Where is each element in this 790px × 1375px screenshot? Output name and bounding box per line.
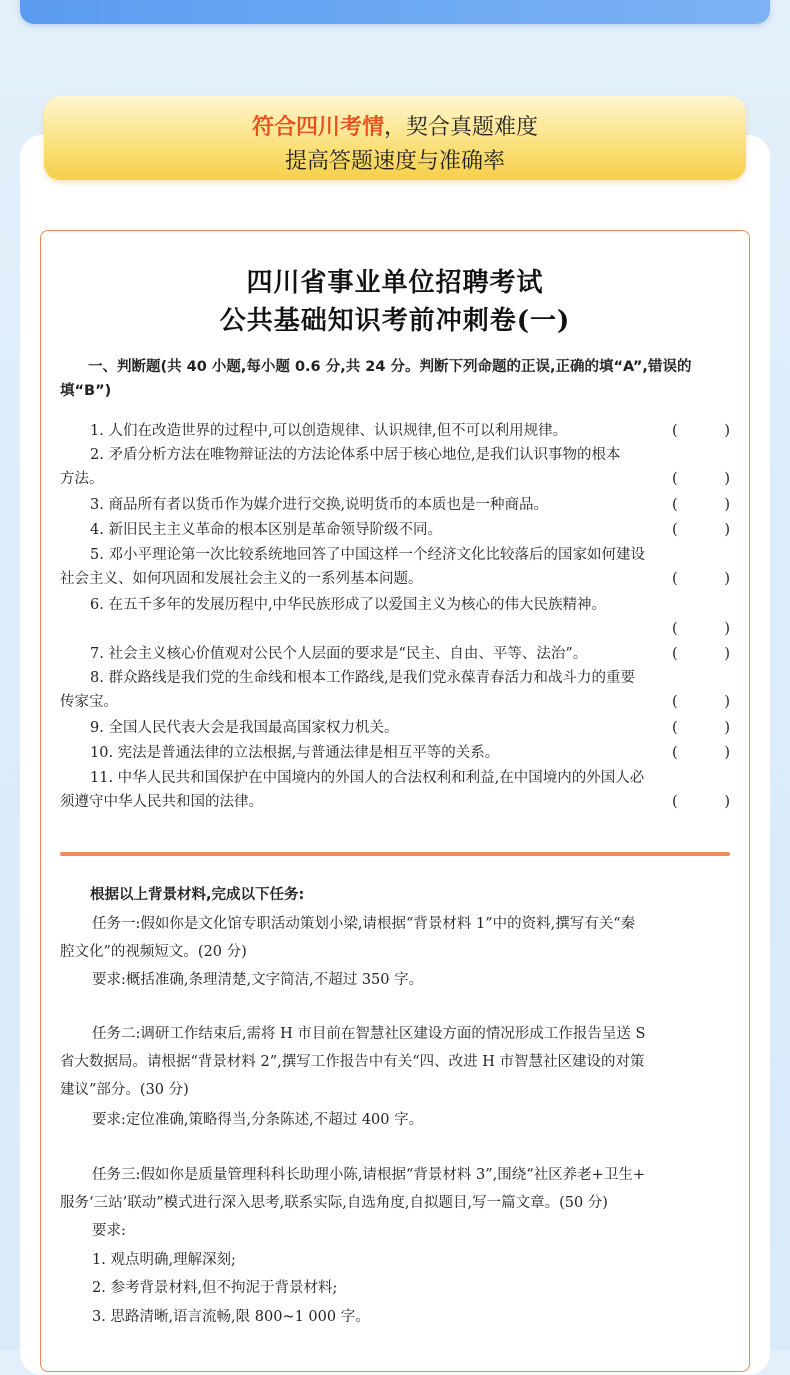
task-line: 省大数据局。请根据“背景材料 2”,撰写工作报告中有关“四、改进 H 市智慧社区建设的对策 — [60, 1054, 645, 1070]
question-line: 10. 宪法是普通法律的立法根据,与普通法律是相互平等的关系。 — [90, 745, 500, 761]
task-line: 建议”部分。(30 分) — [60, 1082, 189, 1098]
question-line: 11. 中华人民共和国保护在中国境内的外国人的合法权利和利益,在中国境内的外国人必 — [90, 770, 645, 786]
tag-line-1-rest: ，契合真题难度 — [384, 115, 539, 140]
task-line: 1. 观点明确,理解深刻; — [92, 1252, 236, 1268]
tag-line-2: 提高答题速度与准确率 — [284, 149, 505, 174]
answer-blank: ( ) — [672, 571, 730, 587]
answer-blank: ( ) — [672, 694, 730, 710]
task-line: 腔文化”的视频短文。(20 分) — [60, 944, 247, 960]
task-line: 3. 思路清晰,语言流畅,限 800~1 000 字。 — [92, 1309, 370, 1325]
task-line: 要求:概括准确,条理清楚,文字简洁,不超过 350 字。 — [92, 972, 424, 988]
task-heading: 根据以上背景材料,完成以下任务: — [90, 887, 305, 903]
question-line: 9. 全国人民代表大会是我国最高国家权力机关。 — [90, 720, 399, 736]
question-line: 5. 邓小平理论第一次比较系统地回答了中国这样一个经济文化比较落后的国家如何建设 — [90, 547, 645, 563]
question-line: 4. 新旧民主主义革命的根本区别是革命领导阶级不同。 — [90, 522, 442, 538]
question-line: 1. 人们在改造世界的过程中,可以创造规律、认识规律,但不可以利用规律。 — [90, 423, 568, 439]
tag-highlight: 符合四川考情 — [251, 115, 384, 140]
question-line: 8. 群众路线是我们党的生命线和根本工作路线,是我们党永葆青春活力和战斗力的重要 — [90, 670, 636, 686]
task-line: 任务一:假如你是文化馆专职活动策划小梁,请根据“背景材料 1”中的资料,撰写有关“秦 — [92, 916, 636, 932]
question-line: 2. 矛盾分析方法在唯物辩证法的方法论体系中居于核心地位,是我们认识事物的根本 — [90, 447, 621, 463]
feature-tag — [44, 96, 746, 180]
tag-line-1 — [44, 110, 746, 141]
task-line: 2. 参考背景材料,但不拘泥于背景材料; — [92, 1280, 338, 1296]
question-line: 须遵守中华人民共和国的法律。 — [60, 794, 263, 810]
question-line: 7. 社会主义核心价值观对公民个人层面的要求是“民主、自由、平等、法治”。 — [90, 646, 588, 662]
question-line: 6. 在五千多年的发展历程中,中华民族形成了以爱国主义为核心的伟大民族精神。 — [90, 597, 607, 613]
question-line: 方法。 — [60, 471, 104, 487]
task-line: 要求: — [92, 1223, 126, 1239]
answer-blank: ( ) — [672, 522, 730, 538]
paper-subtitle: 公共基础知识考前冲刺卷(一) — [219, 306, 571, 336]
answer-blank: ( ) — [672, 794, 730, 810]
task-line: 要求:定位准确,策略得当,分条陈述,不超过 400 字。 — [92, 1112, 424, 1128]
answer-blank: ( ) — [672, 423, 730, 439]
section-divider — [60, 852, 730, 856]
question-line: 社会主义、如何巩固和发展社会主义的一系列基本问题。 — [60, 571, 423, 587]
answer-blank: ( ) — [672, 497, 730, 513]
top-banner — [20, 0, 770, 24]
paper-title: 四川省事业单位招聘考试 — [246, 268, 544, 298]
task-line: 服务‘三站’联动”模式进行深入思考,联系实际,自选角度,自拟题目,写一篇文章。(50 分) — [60, 1195, 608, 1211]
answer-blank: ( ) — [672, 621, 730, 637]
task-line: 任务三:假如你是质量管理科科长助理小陈,请根据“背景材料 3”,围绕“社区养老+卫生+ — [92, 1167, 645, 1183]
question-line: 传家宝。 — [60, 694, 118, 710]
answer-blank: ( ) — [672, 745, 730, 761]
task-line: 任务二:调研工作结束后,需将 H 市目前在智慧社区建设方面的情况形成工作报告呈送 S — [92, 1026, 646, 1042]
answer-blank: ( ) — [672, 646, 730, 662]
section-1-heading: 一、判断题(共 40 小题,每小题 0.6 分,共 24 分。判断下列命题的正误,正确的填“A”,错误的填“B”) — [60, 359, 692, 399]
answer-blank: ( ) — [672, 471, 730, 487]
answer-blank: ( ) — [672, 720, 730, 736]
question-line: 3. 商品所有者以货币作为媒介进行交换,说明货币的本质也是一种商品。 — [90, 497, 549, 513]
